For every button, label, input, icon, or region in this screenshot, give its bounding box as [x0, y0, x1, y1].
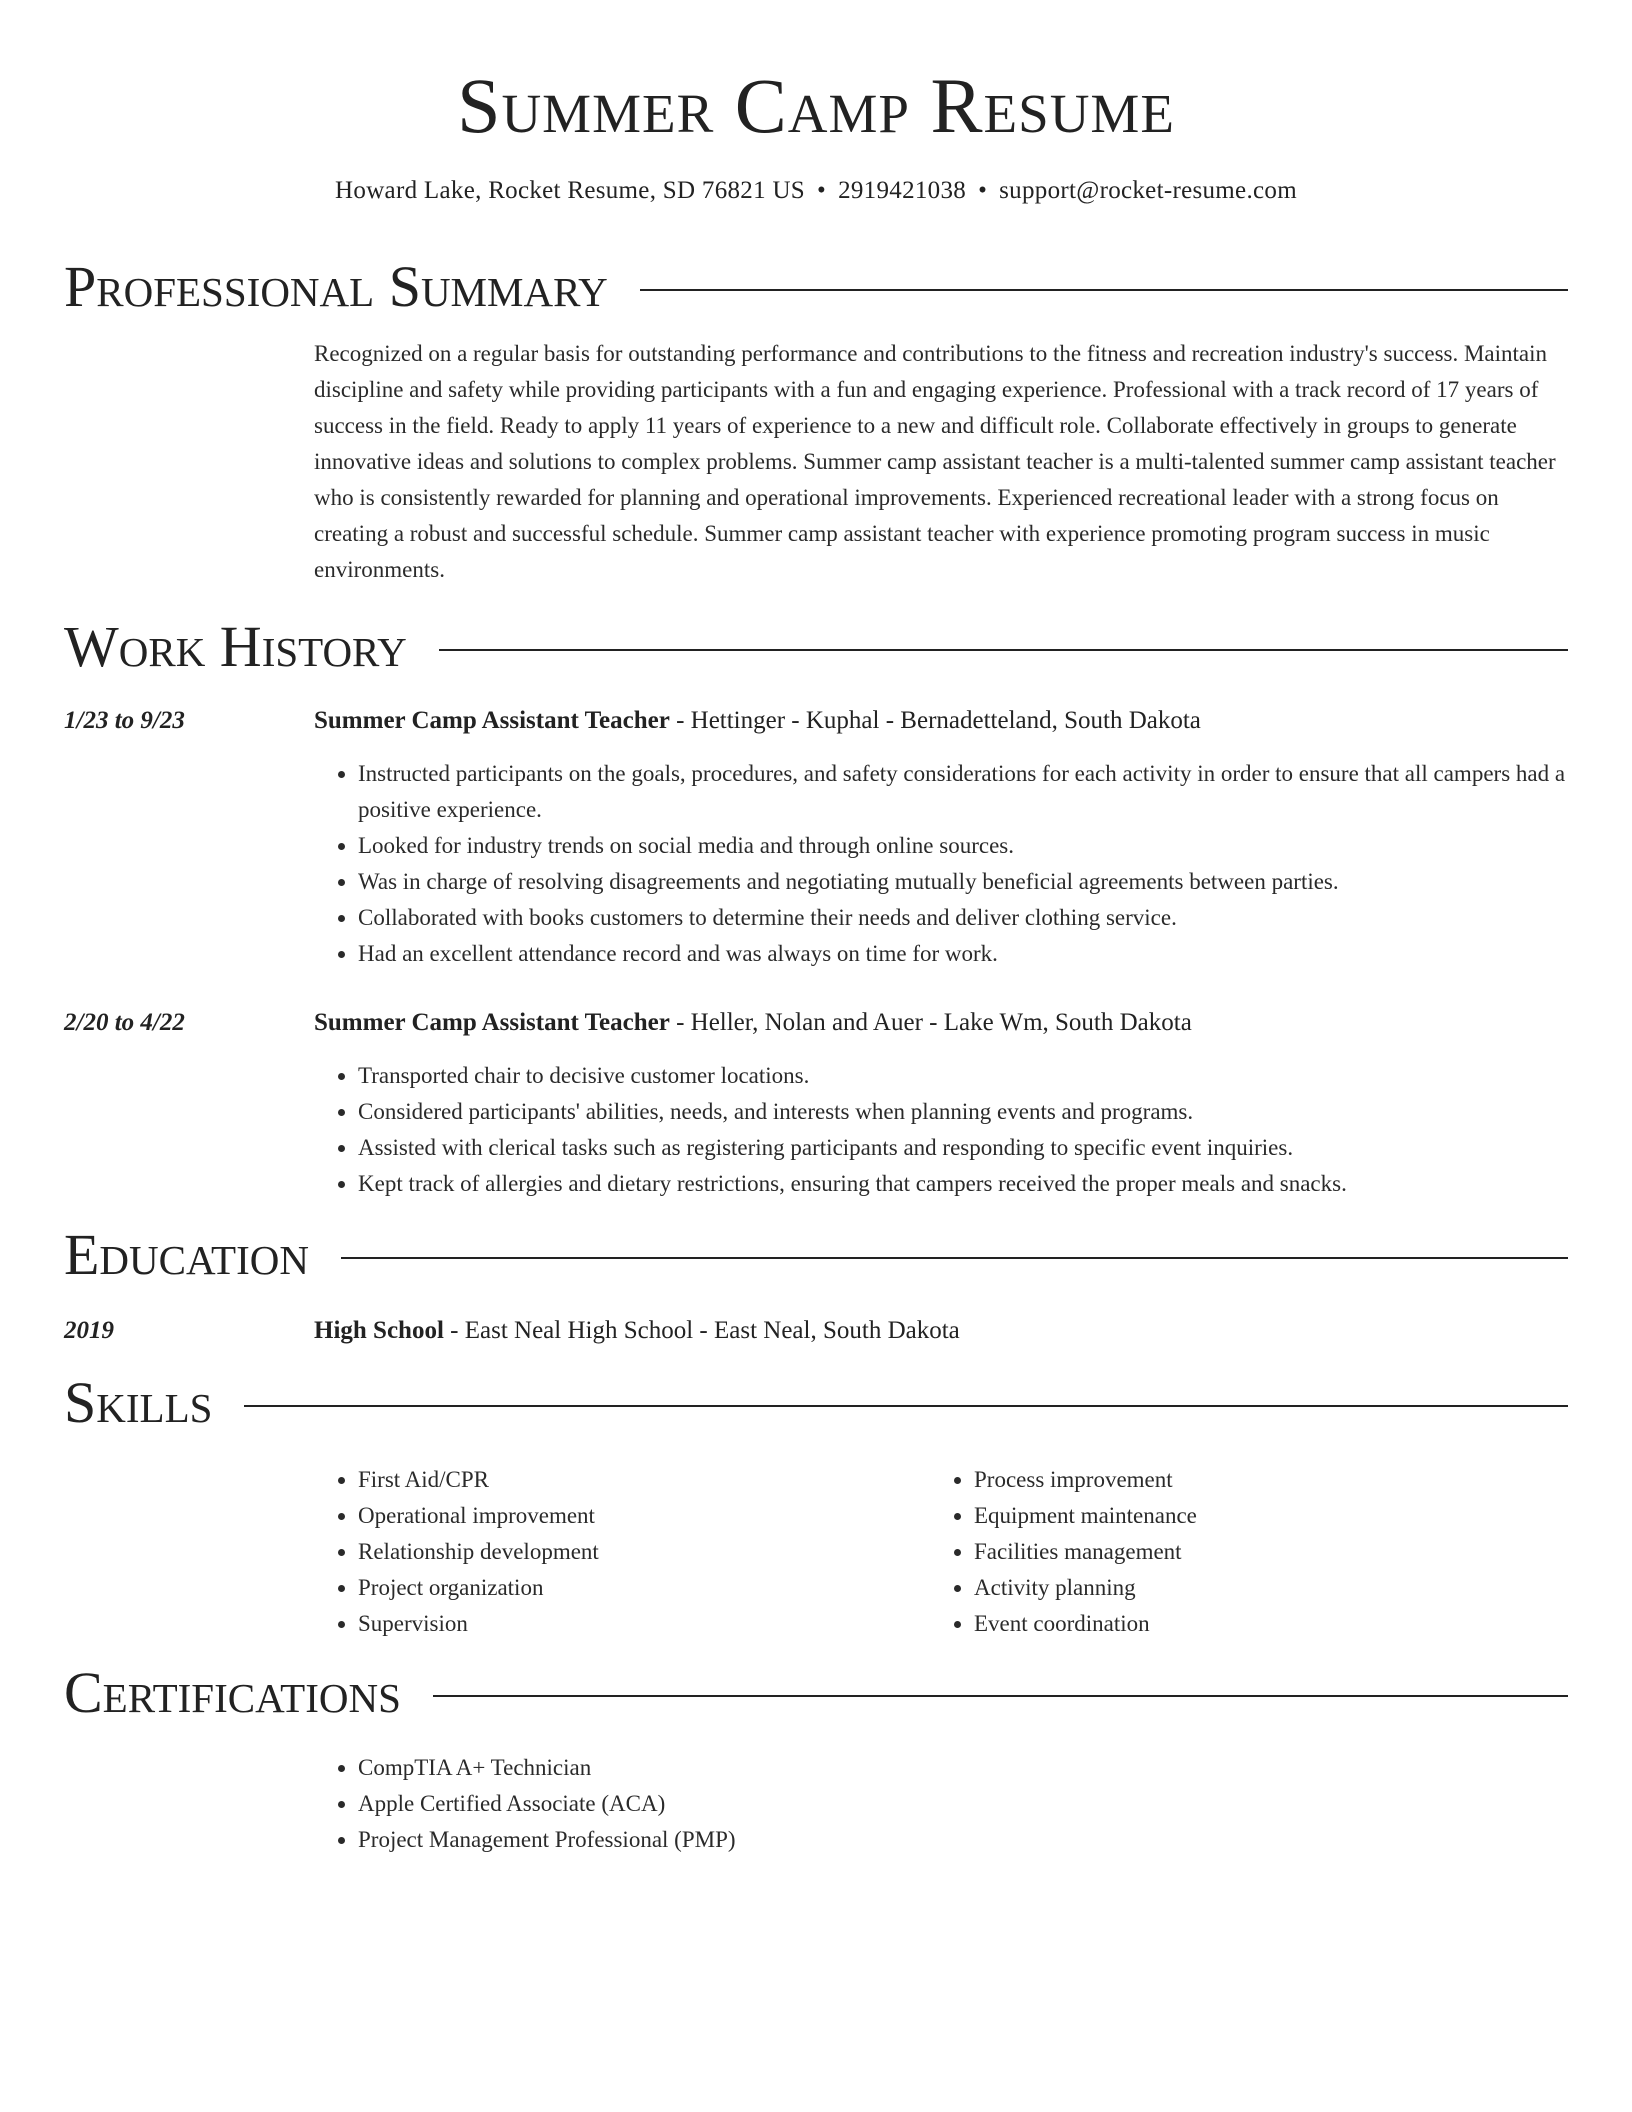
resume-page [64, 0, 1568, 1852]
skill-item: • Event coordination [974, 1606, 1546, 1642]
skills-list [314, 1462, 1568, 1642]
skill-item: • Operational improvement [358, 1498, 930, 1534]
work-entry [64, 1006, 1568, 1040]
list-item: • Had an excellent attendance record and was always on time for work. [358, 936, 1568, 972]
job-title: Summer Camp Assistant Teacher [314, 707, 670, 734]
education-year: 2019 [64, 1317, 114, 1344]
resume-name: Summer Camp Resume [457, 62, 1175, 149]
list-item: • Assisted with clerical tasks such as registering participants and responding to specific event inquiries. [358, 1130, 1568, 1166]
skill-item: • Relationship development [358, 1534, 930, 1570]
contact-separator: • [817, 177, 827, 204]
certification-item: • Project Management Professional (PMP) [358, 1822, 1568, 1858]
education-heading [314, 1314, 960, 1348]
summary-text: Recognized on a regular basis for outstanding performance and contributions to the fitness and recreation industry's success. Maintain discipline and safety while providing participants with a fun and engaging experience. Professional with a track record of 17 years of success in the field. Ready to apply 11 years of experience to a new and difficult role. Collaborate effectively in groups to generate innovative ideas and solutions to complex problems. Summer camp assistant teacher is a multi-talented summer camp assistant teacher who is consistently rewarded for planning and operational improvements. Experienced recreational leader with a strong focus on creating a robust and successful schedule. Summer camp assistant teacher with experience promoting program success in music environments. [314, 341, 1556, 582]
section-title: Work History [64, 614, 407, 679]
skill-item: • First Aid/CPR [358, 1462, 930, 1498]
education-entry [64, 1314, 1568, 1348]
section-title: Education [64, 1222, 309, 1287]
work-dates: 2/20 to 4/22 [64, 1009, 185, 1036]
contact-line [64, 174, 1568, 208]
job-details: - Hettinger - Kuphal - Bernadetteland, South Dakota [669, 707, 1201, 734]
list-item: • Looked for industry trends on social media and through online sources. [358, 828, 1568, 864]
work-dates: 1/23 to 9/23 [64, 707, 185, 734]
section-title: Skills [64, 1370, 213, 1435]
section-divider [244, 1405, 1568, 1407]
certification-item: • CompTIA A+ Technician [358, 1750, 1568, 1786]
job-details: - Heller, Nolan and Auer - Lake Wm, South Dakota [669, 1009, 1192, 1036]
contact-email: support@rocket-resume.com [999, 177, 1297, 204]
section-divider [640, 289, 1568, 291]
list-item: • Considered participants' abilities, needs, and interests when planning events and programs. [358, 1094, 1568, 1130]
list-item: • Kept track of allergies and dietary restrictions, ensuring that campers received the proper meals and snacks. [358, 1166, 1568, 1202]
degree: High School [314, 1317, 444, 1344]
section-header-work-history [64, 614, 1568, 680]
work-heading [314, 704, 1201, 738]
section-header-skills [64, 1370, 1568, 1436]
section-title: Professional Summary [64, 254, 608, 319]
section-divider [433, 1695, 1568, 1697]
section-title: Certifications [64, 1660, 401, 1725]
certifications-list [314, 1750, 1568, 1858]
section-header-certifications [64, 1660, 1568, 1726]
list-item: • Collaborated with books customers to determine their needs and deliver clothing service. [358, 900, 1568, 936]
skill-item: • Facilities management [974, 1534, 1546, 1570]
contact-phone: 2919421038 [838, 177, 967, 204]
list-item: • Transported chair to decisive customer locations. [358, 1058, 1568, 1094]
skill-item: • Process improvement [974, 1462, 1546, 1498]
skills-column-left [314, 1462, 930, 1642]
certification-item: • Apple Certified Associate (ACA) [358, 1786, 1568, 1822]
skill-item: • Project organization [358, 1570, 930, 1606]
work-bullets [314, 756, 1568, 972]
section-divider [439, 649, 1568, 651]
work-entry [64, 704, 1568, 738]
contact-address: Howard Lake, Rocket Resume, SD 76821 US [335, 177, 806, 204]
work-bullets [314, 1058, 1568, 1202]
list-item: • Was in charge of resolving disagreements and negotiating mutually beneficial agreements between parties. [358, 864, 1568, 900]
skill-item: • Activity planning [974, 1570, 1546, 1606]
job-title: Summer Camp Assistant Teacher [314, 1009, 670, 1036]
contact-separator: • [978, 177, 988, 204]
skills-column-right [930, 1462, 1546, 1642]
section-header-education [64, 1222, 1568, 1288]
education-details: - East Neal High School - East Neal, South Dakota [443, 1317, 960, 1344]
skill-item: • Supervision [358, 1606, 930, 1642]
section-divider [341, 1257, 1568, 1259]
work-heading [314, 1006, 1192, 1040]
list-item: • Instructed participants on the goals, procedures, and safety considerations for each activity in order to ensure that all campers had a positive experience. [358, 756, 1568, 828]
section-header-summary [64, 254, 1568, 320]
skill-item: • Equipment maintenance [974, 1498, 1546, 1534]
